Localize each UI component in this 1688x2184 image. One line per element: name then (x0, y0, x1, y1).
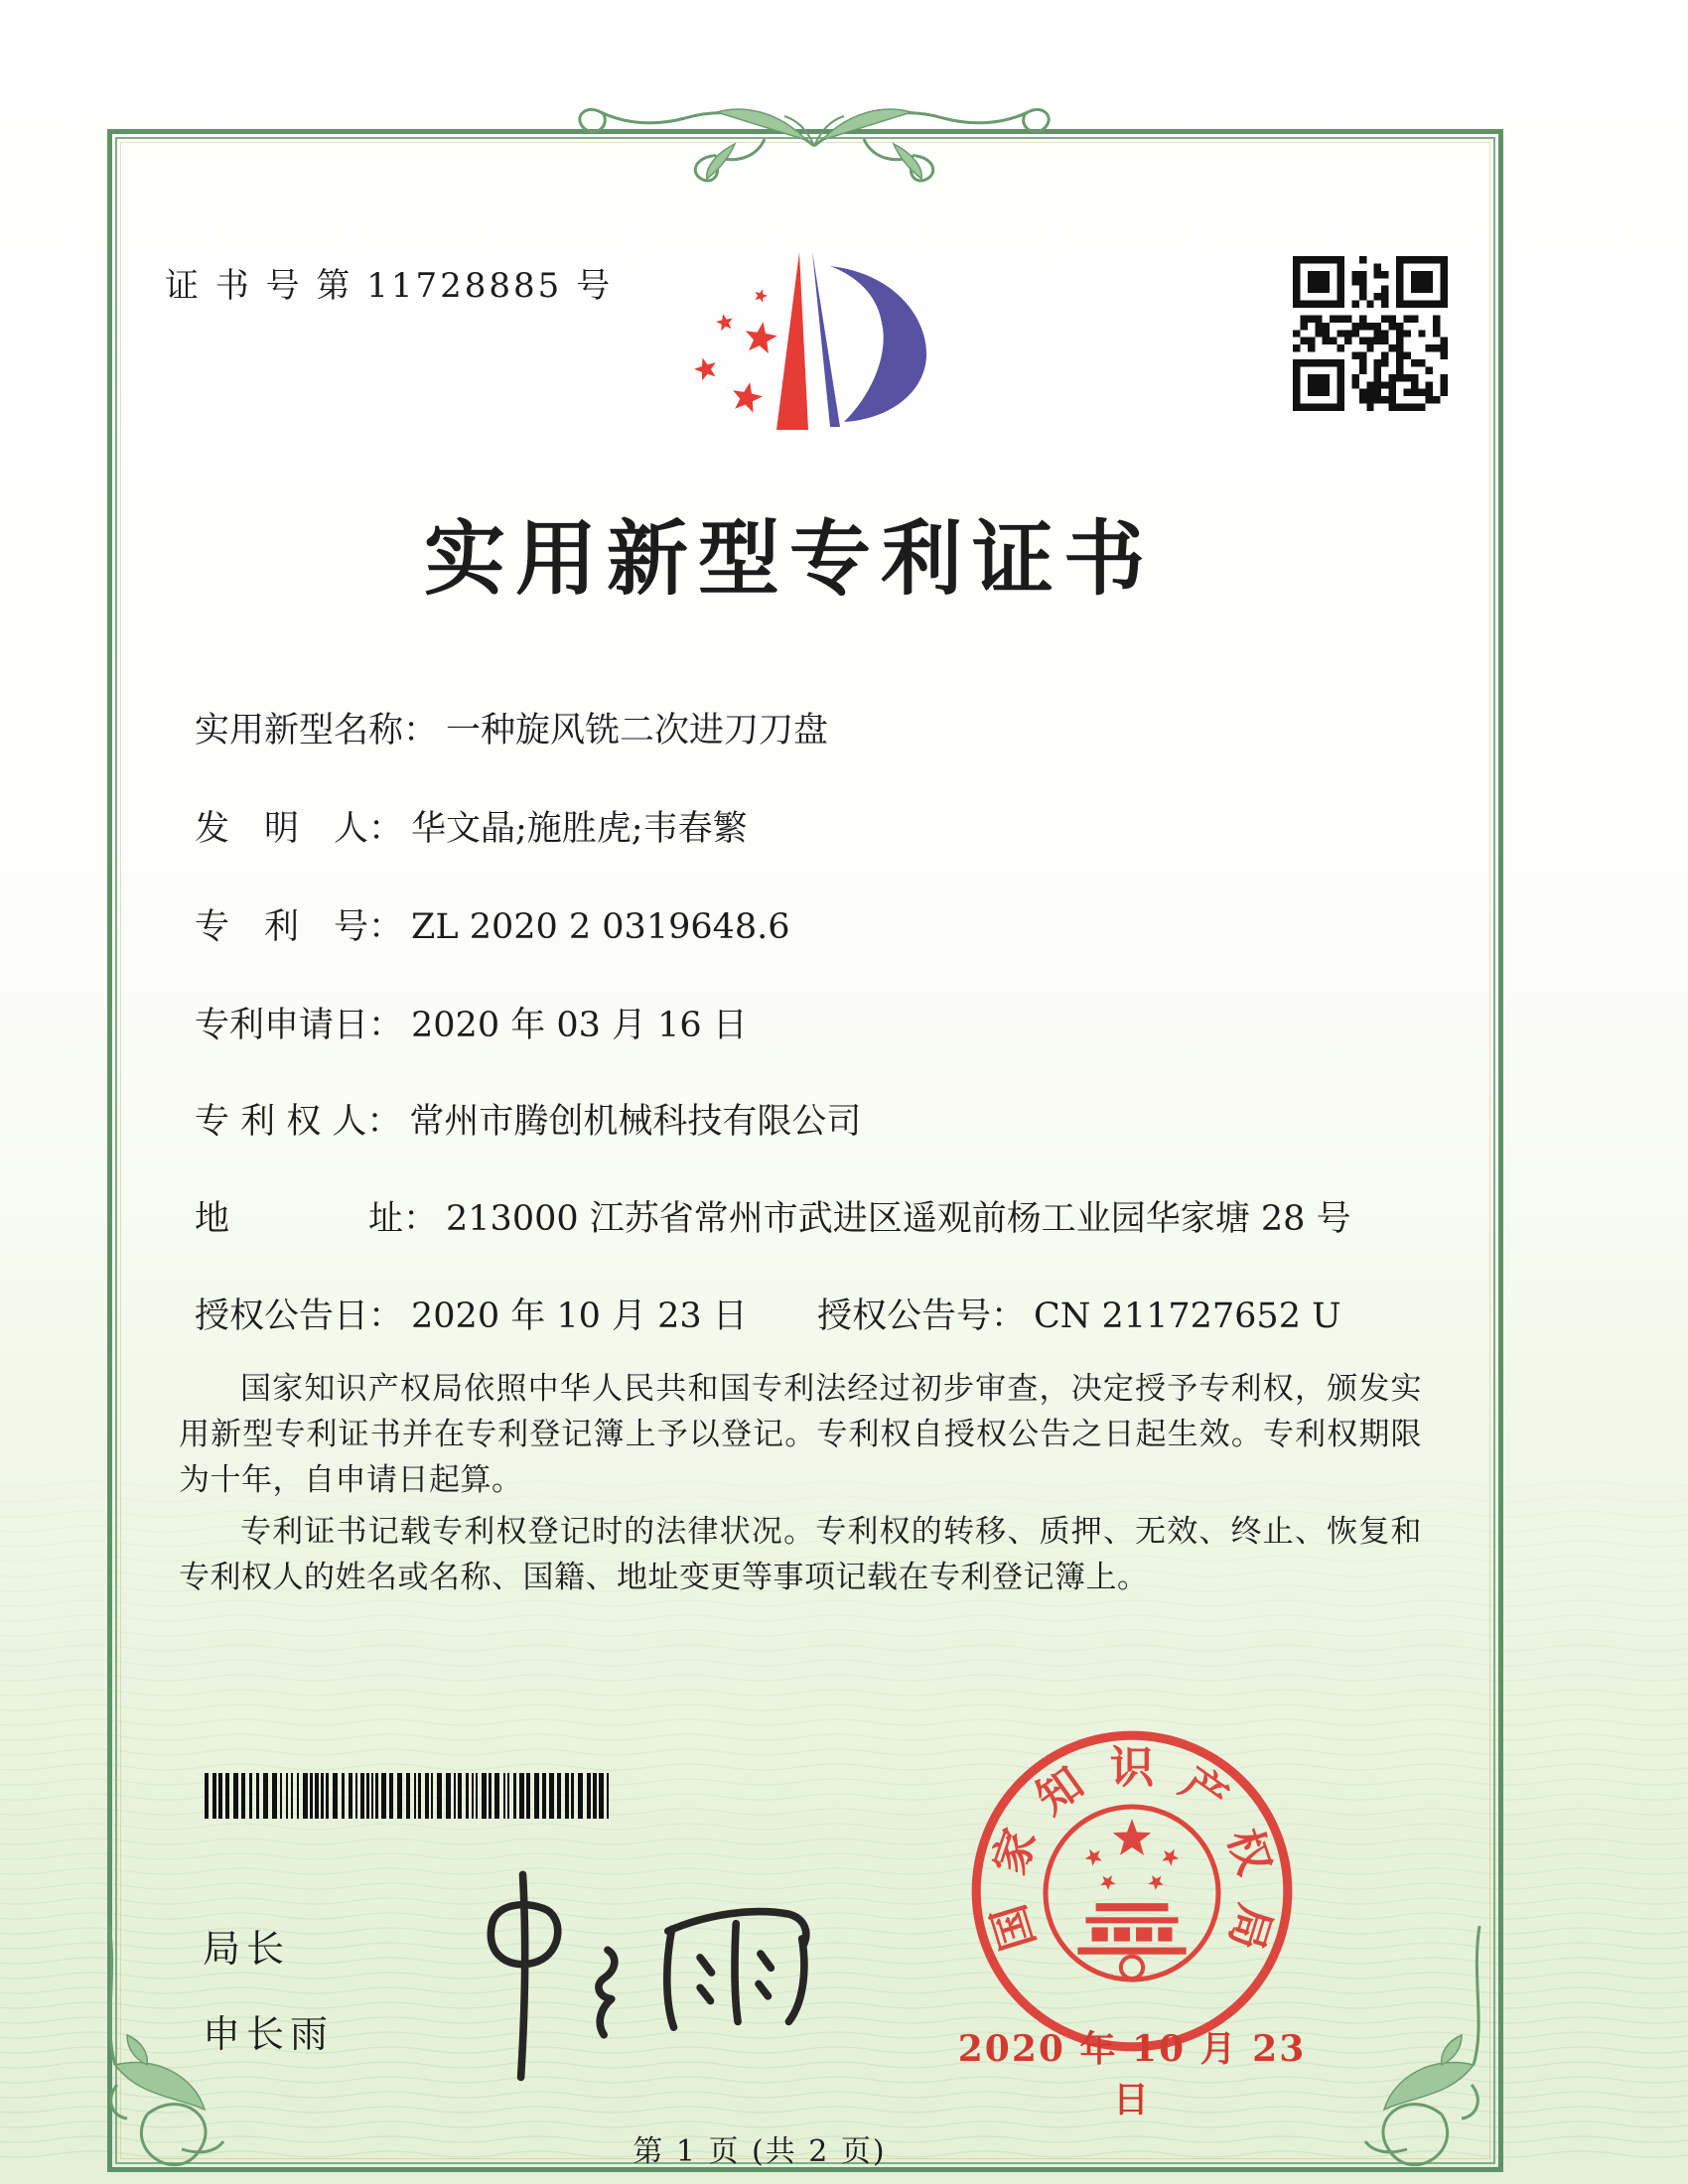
field-value: 2020 年 10 月 23 日 (411, 1297, 748, 1336)
svg-text:识: 识 (1109, 1741, 1155, 1794)
director-signature (457, 1854, 834, 2093)
field-inventors (195, 801, 1515, 851)
field-value: 华文晶;施胜虎;韦春繁 (411, 809, 748, 849)
logo-red-spire (776, 252, 808, 430)
top-border-ornament (566, 84, 1062, 184)
field-patent-number (195, 899, 1515, 949)
field-filing-date (195, 998, 1515, 1047)
logo-p-bowl (830, 266, 926, 422)
barcode (205, 1773, 616, 1819)
official-seal (961, 1720, 1303, 2062)
field-grant-date (195, 1297, 748, 1336)
svg-text:局: 局 (1218, 1898, 1282, 1957)
field-value: 2020 年 03 月 16 日 (411, 1006, 748, 1045)
field-value: CN 211727652 U (1034, 1297, 1341, 1336)
legal-paragraph-1: 国家知识产权局依照中华人民共和国专利法经过初步审查，决定授予专利权，颁发实用新型专利证书并在专利登记簿上予以登记。专利权自授权公告之日起生效。专利权期限为十年，自申请日起算。 (179, 1371, 1422, 1498)
logo-purple-spire (812, 251, 840, 427)
svg-text:权: 权 (1217, 1822, 1281, 1881)
logo-stars (694, 289, 777, 412)
page-number: 第 1 页 (共 2 页) (633, 2134, 887, 2169)
qr-code (1293, 256, 1448, 411)
field-label: 地 址： (195, 1199, 439, 1239)
field-label: 授权公告日： (195, 1297, 404, 1336)
svg-text:知: 知 (1027, 1756, 1093, 1826)
seal-national-emblem (1046, 1807, 1218, 1979)
field-label: 专 利 权 人： (195, 1102, 402, 1142)
field-utility-model-name (195, 703, 1515, 752)
seal-date: 2020 年 10 月 23 日 (957, 2028, 1307, 2120)
field-value: 213000 江苏省常州市武进区遥观前杨工业园华家塘 28 号 (446, 1199, 1351, 1239)
field-patentee (195, 1094, 1515, 1144)
director-title: 局长 (203, 1927, 291, 1971)
legal-text-block (179, 1366, 1422, 1600)
field-label: 实用新型名称： (195, 711, 439, 751)
field-address (195, 1191, 1515, 1241)
legal-paragraph-2: 专利证书记载专利权登记时的法律状况。专利权的转移、质押、无效、终止、恢复和专利权人的姓名或名称、国籍、地址变更等事项记载在专利登记簿上。 (179, 1514, 1422, 1595)
certificate-title: 实用新型专利证书 (423, 511, 1155, 607)
field-value: 常州市腾创机械科技有限公司 (409, 1102, 862, 1142)
field-grant-row (195, 1289, 1515, 1338)
field-value: 一种旋风铣二次进刀刀盘 (446, 711, 829, 751)
field-value: ZL 2020 2 0319648.6 (411, 907, 790, 947)
svg-text:国: 国 (982, 1898, 1046, 1957)
director-name: 申长雨 (203, 2012, 335, 2056)
field-grant-number (817, 1289, 1341, 1338)
svg-text:家: 家 (983, 1822, 1047, 1881)
field-label: 发 明 人： (195, 809, 404, 849)
certificate-number: 证 书 号 第 11728885 号 (165, 266, 614, 306)
field-label: 授权公告号： (817, 1297, 1027, 1336)
bottom-right-ornament (1362, 1926, 1501, 2174)
cnipa-logo (685, 243, 943, 442)
field-label: 专利申请日： (195, 1006, 404, 1045)
field-label: 专 利 号： (195, 907, 404, 947)
svg-text:产: 产 (1171, 1756, 1237, 1826)
